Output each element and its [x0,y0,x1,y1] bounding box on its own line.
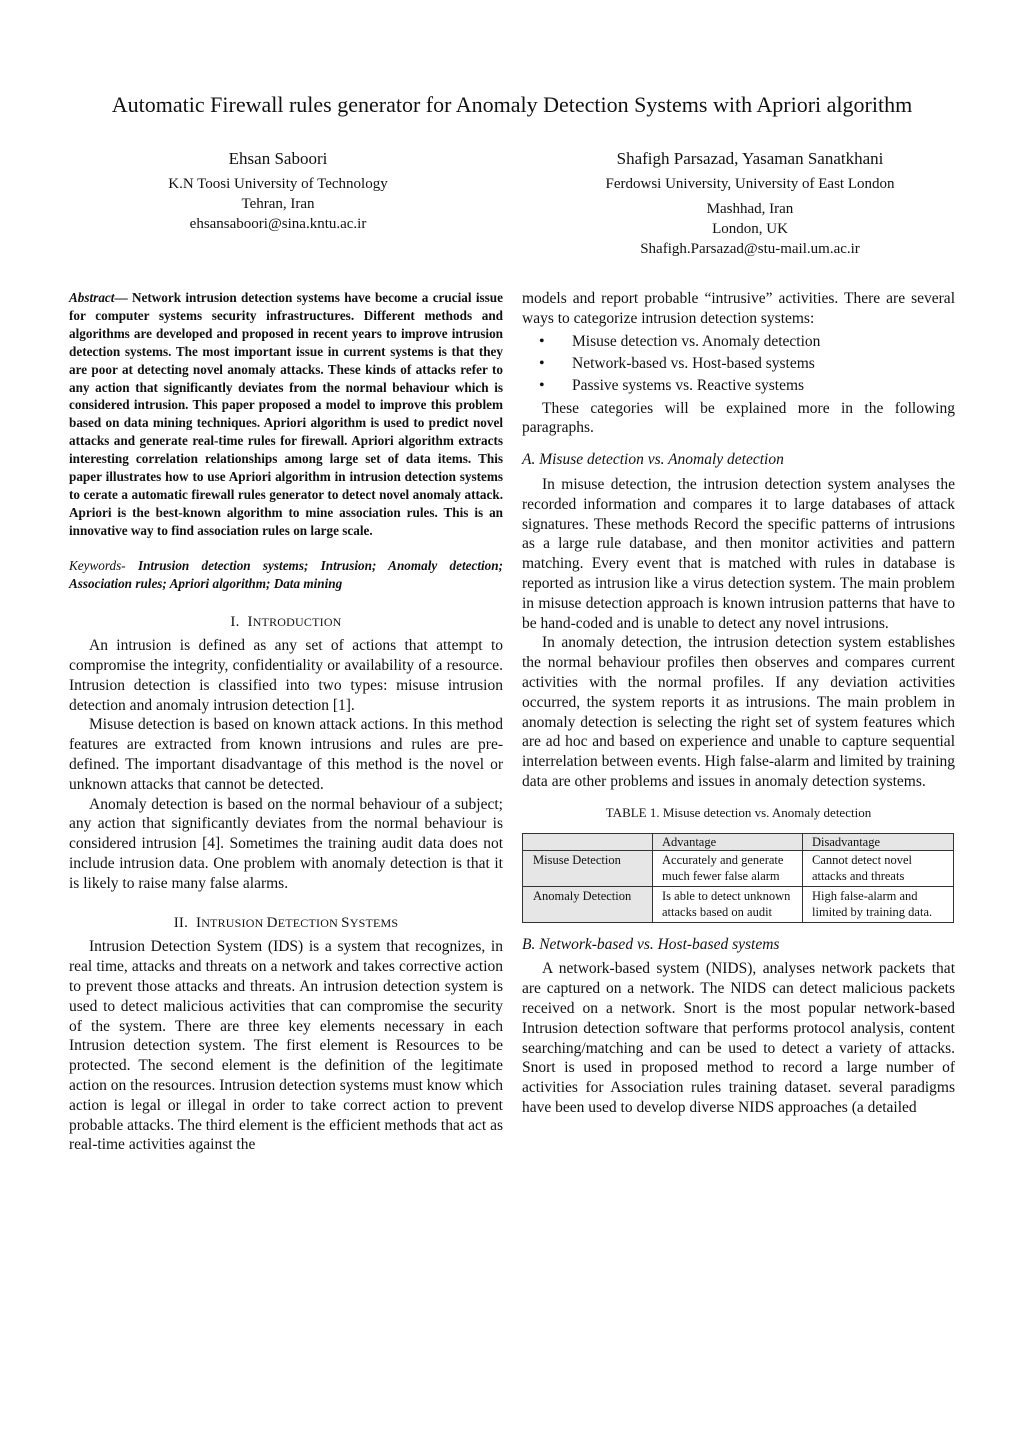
list-item-text: Misuse detection vs. Anomaly detection [572,332,821,350]
paragraph: An intrusion is defined as any set of actions that attempt to compromise the integrity, confidentiality or availability of a resource. Intrusion detection is classified into two types: misuse intrusion detection and anomaly intrusion detection [1]. [69,637,503,714]
heading-smallcaps: YSTEMS [349,915,399,930]
list-item-text: Passive systems vs. Reactive systems [572,376,805,394]
paragraph: Anomaly detection is based on the normal behaviour of a subject; any action that significantly deviates from the normal behaviour is considered intrusion [4]. Sometimes the training audit data does not include intrusion data. One problem with anomaly detection is that it is likely to raise many false alarms. [69,795,503,892]
table-row [523,886,954,922]
list-item-text: Network-based vs. Host-based systems [572,354,815,372]
table-caption: TABLE 1. Misuse detection vs. Anomaly detection [605,804,872,820]
heading-capital: D [266,914,278,931]
table-header-blank [523,833,653,850]
keywords [69,557,503,593]
paragraph: Misuse detection is based on known attack actions. In this method features are extracted from known intrusions and rules are pre-defined. The important disadvantage of this method is the novel or unknown attacks that cannot be detected. [69,716,503,793]
author-location: Tehran, Iran [241,196,315,212]
keywords-label: Keywords- [69,557,126,573]
heading-smallcaps: NTRODUCTION [252,614,342,629]
heading-capital: I [195,914,202,931]
author-affiliation: Ferdowsi University, University of East London [605,176,895,192]
abstract-label: Abstract [69,290,115,305]
section-number: II. [173,914,189,931]
author-name: Ehsan Saboori [228,149,328,168]
table-row [523,850,954,886]
table-header-cell: Advantage [653,833,803,850]
category-list [522,331,955,397]
table-cell: Cannot detect novel attacks and threats [803,850,954,886]
paragraph: These categories will be explained more in the following paragraphs. [522,399,955,437]
paragraph: In misuse detection, the intrusion detection system analyses the recorded information and compares it to large databases of attack signatures. These methods Record the specific patterns of intrusions as a large rule database, and then monitor activities and pattern matching. Every event that is matched with rules in database is reported as intrusion like a virus detection system. The main problem in misuse detection approach is known intrusion patterns that have to be hand-coded and is unable to detect any novel intrusions. [522,475,955,632]
left-column [69,289,503,1155]
author-affiliation: K.N Toosi University of Technology [168,176,388,192]
heading-smallcaps: NTRUSION [201,915,267,930]
paper-title: Automatic Firewall rules generator for Anomaly Detection Systems with Apriori algorithm [111,92,913,117]
list-item [522,331,955,353]
right-column [522,289,955,1118]
table-cell: Is able to detect unknown attacks based on audit [653,886,803,922]
abstract-dash: — [114,290,128,305]
list-item [522,353,955,375]
list-item [522,375,955,397]
bullet-icon: • [539,376,545,394]
comparison-table [522,833,954,923]
author-location: Mashhad, Iran [706,201,794,217]
heading-smallcaps: ETECTION [277,915,342,930]
paragraph: In anomaly detection, the intrusion detection system establishes the normal behaviour profiles then observes and compares current activities with the normal profiles. If any deviation activities occurred, the system reports it as intrusions. The main problem in anomaly detection is selecting the right set of system features which are ad hoc and based on experience and unable to capture sequential interrelation between events. High false-alarm and limited by training data are other problems and issues in anomaly detection systems. [522,634,955,790]
heading-capital: S [341,914,350,931]
author-names: Shafigh Parsazad, Yasaman Sanatkhani [616,149,884,168]
subsection-heading-b: B. Network-based vs. Host-based systems [522,935,780,953]
heading-capital: I [247,613,253,630]
paragraph: Intrusion Detection System (IDS) is a system that recognizes, in real time, attacks and threats on a network and takes corrective action to prevent those attacks and threats. An intrusion detection system is used to detect malicious activities that can compromise the security of the system. There are three key elements necessary in each Intrusion detection system. The first element is Resources to be protected. The second element is the definition of the legitimate action on the resources. Intrusion detection systems must know which action is legal or illegal in order to take correct action to prevent probable attacks. The third element is the efficient methods that act as real-time activities against the [69,938,503,1154]
bullet-icon: • [539,332,545,350]
table-row-label: Misuse Detection [523,850,653,886]
author-email: ehsansaboori@sina.kntu.ac.ir [189,216,367,232]
table-row-label: Anomaly Detection [523,886,653,922]
bullet-icon: • [539,354,545,372]
paragraph: A network-based system (NIDS), analyses network packets that are captured on a network. The NIDS can detect malicious packets received on a network. Snort is the most popular network-based Intrusion detection software that performs protocol analysis, content searching/matching and can be used to detect a variety of attacks. Snort is used in proposed method to record a large number of activities for Association rules training dataset. several paradigms have been used to develop diverse NIDS approaches (a detailed [522,960,955,1116]
abstract [69,289,503,540]
author-email: Shafigh.Parsazad@stu-mail.um.ac.ir [640,241,860,257]
author-block-right [560,149,940,259]
author-location: London, UK [712,221,788,237]
keywords-text: Intrusion detection systems; Intrusion; Anomaly detection; Association rules; Apriori algorithm; Data mining [69,557,503,591]
author-block-left [118,149,438,234]
section-heading-ids [69,914,503,934]
section-heading-introduction [69,613,503,633]
abstract-text: Network intrusion detection systems have become a crucial issue for computer systems security infrastructures. Different methods and algorithms are developed and proposed in recent years to improve intrusion detection systems. The most important issue in current systems is that they are poor at detecting novel anomaly attacks. These kinds of attacks refer to any action that significantly deviates from the normal behaviour which is considered intrusion. This paper proposed a model to improve this problem based on data mining techniques. Apriori algorithm is used to predict novel attacks and generate real-time rules for firewall. Apriori algorithm extracts interesting correlation relationships among large set of data items. This paper illustrates how to use Apriori algorithm in intrusion detection systems to cerate a automatic firewall rules generator to detect novel anomaly attack. Apriori is the best-known algorithm to mine association rules. This is an innovative way to find association rules on large scale. [69,290,503,538]
section-number: I. [230,613,240,630]
table-header-row [523,833,954,850]
paragraph: models and report probable “intrusive” activities. There are several ways to categorize intrusion detection systems: [522,290,955,327]
table-header-cell: Disadvantage [803,833,954,850]
subsection-heading-a: A. Misuse detection vs. Anomaly detection [522,451,784,469]
table-cell: High false-alarm and limited by training data. [803,886,954,922]
table-cell: Accurately and generate much fewer false alarm [653,850,803,886]
